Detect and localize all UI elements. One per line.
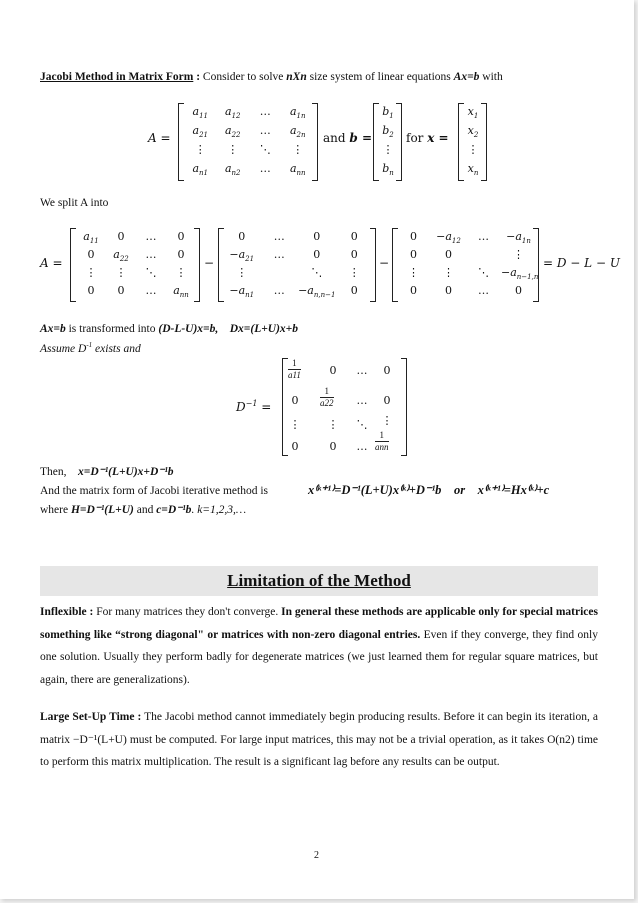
matrix-cell: $-a_{n-1,n}$ <box>501 266 539 282</box>
matrix-cell: 0 <box>117 284 125 297</box>
matrix-cell: $x_1$ <box>467 105 479 121</box>
matrix-cell: 0 <box>117 230 125 243</box>
matrix-cell: $a_{22}$ <box>225 124 241 140</box>
matrix-cell: $a_{12}$ <box>225 105 241 121</box>
matrix-cell: ⋮ <box>227 143 239 156</box>
matrix-cell: $b_2$ <box>382 124 394 140</box>
matrix-form-eq: x⁽ᵏ⁺¹⁾=D⁻¹(L+U)x⁽ᵏ⁾+D⁻¹b or x⁽ᵏ⁺¹⁾=Hx⁽ᵏ⁾+c <box>308 483 550 497</box>
minus-2: − <box>379 256 390 270</box>
split-equation <box>40 226 620 302</box>
x-vector <box>463 103 483 179</box>
matrix-cell: ⋮ <box>292 143 304 156</box>
A-label: A = <box>148 131 171 145</box>
matrix-cell: 0 <box>238 230 246 243</box>
inflexible-paragraph: Inflexible : For many matrices they don't converge. In general these methods are applicable only for special matrices something like “strong diagonal" or matrices with non-zero diagonal entries. Even if they converge, they find only one solution. Usually they perform badly for degenerate matrices (we just learned them for regular square matrices, but again, there are generalizations). <box>40 606 598 686</box>
matrix-cell: $a_{n1}$ <box>192 162 209 178</box>
A-bracket-right <box>312 103 318 181</box>
matrix-cell: ⋮ <box>408 266 419 279</box>
matrix-cell: … <box>259 105 271 118</box>
matrix-cell: ⋮ <box>194 143 206 156</box>
matrix-cell: ⋮ <box>382 143 394 156</box>
matrix-cell: 0 <box>350 230 358 243</box>
matrix-cell: ⋱ <box>259 143 271 156</box>
split-A-label: A = <box>40 256 63 270</box>
intro-line: Jacobi Method in Matrix Form : Consider to solve nXn size system of linear equations Ax=b with <box>40 71 503 83</box>
U-matrix <box>396 228 539 300</box>
matrix-cell: ⋮ <box>236 266 248 279</box>
assume-line: Assume $D^{-1}$ exists and <box>40 341 141 355</box>
matrix-cell: ⋮ <box>348 266 360 279</box>
matrix-cell: 0 <box>445 248 452 261</box>
section-banner <box>40 566 598 596</box>
matrix-cell: 0 <box>87 284 95 297</box>
matrix-cell: $a_{22}$ <box>113 248 129 264</box>
matrix-cell: … <box>145 248 157 261</box>
matrix-cell: … <box>145 230 157 243</box>
matrix-cell: 0 <box>313 230 321 243</box>
matrix-cell: 0 <box>313 248 321 261</box>
matrix-cell: 0 <box>350 248 358 261</box>
D-matrix <box>76 228 196 300</box>
matrix-cell: $-a_{21}$ <box>229 248 255 264</box>
matrix-cell: 0 <box>87 248 95 261</box>
matrix-cell: ⋮ <box>85 266 97 279</box>
matrix-cell: $b_n$ <box>382 162 394 178</box>
matrix-cell: $a_{2n}$ <box>289 124 306 140</box>
matrix-cell: ⋮ <box>513 248 524 261</box>
matrix-cell: 0 <box>515 284 522 297</box>
matrix-cell: $-a_{n1}$ <box>229 284 255 300</box>
matrix-cell: … <box>273 230 285 243</box>
matrix-cell: 0 <box>177 248 185 261</box>
matrix-cell: … <box>259 124 271 137</box>
matrix-cell: ⋱ <box>311 266 323 279</box>
matrix-cell: ⋮ <box>443 266 454 279</box>
A-matrix <box>184 103 314 179</box>
transform-line: Ax=b is transformed into (D-L-U)x=b, Dx=(L+U)x+b <box>40 323 298 335</box>
dinv-r2c2: $\frac{1}{a22}$ <box>320 386 334 408</box>
where-line: where H=D⁻¹(L+U) and c=D⁻¹b. k=1,2,3,… <box>40 504 247 516</box>
matrix-cell: ⋮ <box>467 143 479 156</box>
b-bracket-right <box>396 103 402 181</box>
page-number: 2 <box>314 850 319 861</box>
matrix-cell: 0 <box>445 284 452 297</box>
matrix-cell: $a_{1n}$ <box>289 105 306 121</box>
matrix-cell: 0 <box>350 284 358 297</box>
matrix-cell: 0 <box>410 230 417 243</box>
matrix-cell: … <box>145 284 157 297</box>
system-matrices <box>148 101 498 181</box>
matrix-cell: … <box>259 162 271 175</box>
matrix-cell: ⋮ <box>115 266 127 279</box>
matrix-cell: ⋱ <box>145 266 157 279</box>
matrix-cell: … <box>478 284 489 297</box>
matrix-cell: $x_n$ <box>467 162 479 178</box>
matrix-cell: $a_{11}$ <box>83 230 99 246</box>
matrix-cell: ⋱ <box>478 266 489 279</box>
matrix-cell: $a_{21}$ <box>192 124 208 140</box>
setup-paragraph: Large Set-Up Time : The Jacobi method cannot immediately begin producing results. Before it can begin its iteration, a matrix −D⁻¹(L+U) must be computed. For large input matrices, this may not be a trivial operation, as it takes O(n2) time to perform this matrix multiplication. The result is a significant lag before any results can be output. <box>40 711 599 768</box>
matrix-cell: … <box>273 284 285 297</box>
b-vector <box>378 103 398 179</box>
matrix-cell: ⋮ <box>175 266 187 279</box>
matrix-cell: 0 <box>410 284 417 297</box>
section-title: Limitation of the Method <box>227 571 411 590</box>
d-inverse-matrix: $D^{-1}$ = $\frac{1}{a11}$ 0 … 0 0 $\frac{1}{a22}$ … 0 ⋮ ⋮ ⋱ ⋮ 0 0 … $\frac{1}{\text{ann}}$ <box>236 356 416 456</box>
split-text: We split A into <box>40 197 109 209</box>
matrix-cell: $a_{n2}$ <box>224 162 241 178</box>
dinv-label: $D^{-1}$ = <box>236 399 272 414</box>
matrix-form-text: And the matrix form of Jacobi iterative method is <box>40 485 269 497</box>
matrix-cell: $a_{nn}$ <box>289 162 306 178</box>
split-tail: = D − L − U <box>543 256 620 270</box>
then-line: Then, x=D⁻¹(L+U)x+D⁻¹b <box>40 466 174 478</box>
matrix-cell: $a_{11}$ <box>192 105 208 121</box>
intro-heading: Jacobi Method in Matrix Form <box>40 71 194 83</box>
x-bracket-right <box>481 103 487 181</box>
matrix-cell: 0 <box>177 230 185 243</box>
dinv-r1c1: $\frac{1}{a11}$ <box>288 358 301 380</box>
L-matrix <box>223 228 373 300</box>
matrix-cell: $-a_{1n}$ <box>506 230 531 246</box>
matrix-cell: … <box>273 248 285 261</box>
matrix-cell: $-a_{n,n-1}$ <box>298 284 336 300</box>
for-text: for x = <box>406 131 449 145</box>
matrix-cell: $b_1$ <box>382 105 394 121</box>
matrix-cell: $a_{nn}$ <box>173 284 189 300</box>
and-text: and b = <box>323 131 373 145</box>
matrix-cell: 0 <box>410 248 417 261</box>
dinv-r4c4: $\frac{1}{\text{ann}}$ <box>375 430 389 452</box>
matrix-cell: $-a_{12}$ <box>436 230 461 246</box>
matrix-cell: … <box>478 230 489 243</box>
minus-1: − <box>204 256 215 270</box>
matrix-cell: $x_2$ <box>467 124 479 140</box>
